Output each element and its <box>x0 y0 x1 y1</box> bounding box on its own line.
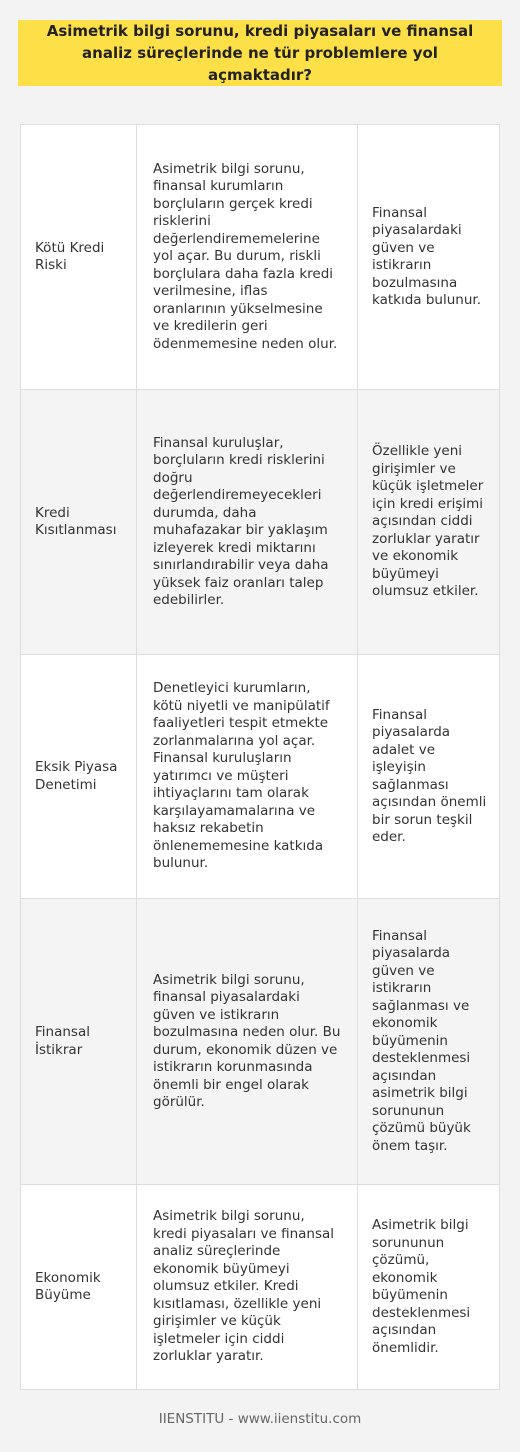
row-impact: Özellikle yeni girişimler ve küçük işletmeler için kredi erişimi açısından ciddi zorluklar yaratır ve ekonomik büyümeyi olumsuz etkiler. <box>372 443 484 600</box>
info-table <box>20 124 500 1390</box>
table-row <box>21 1185 499 1389</box>
row-topic: Kötü Kredi Riski <box>21 125 137 389</box>
row-topic: Eksik Piyasa Denetimi <box>21 655 137 898</box>
row-topic: Kredi Kısıtlanması <box>21 390 137 654</box>
table-row <box>21 655 499 899</box>
row-description: Asimetrik bilgi sorunu, finansal kurumların borçluların gerçek kredi risklerini değerlendirememelerine yol açar. Bu durum, riskli borçlulara daha fazla kredi verilmesine, iflas oranlarının yükselmesine ve kredilerin geri ödenmemesine neden olur. <box>137 125 358 389</box>
row-impact: Asimetrik bilgi sorununun çözümü, ekonomik büyümenin desteklenmesi açısından önemlidir. <box>372 1217 471 1356</box>
row-impact: Finansal piyasalarda adalet ve işleyişin sağlanması açısından önemli bir sorun teşkil eder. <box>372 706 487 845</box>
row-description: Denetleyici kurumların, kötü niyetli ve manipülatif faaliyetleri tespit etmekte zorlanmalarına yol açar. Finansal kuruluşların yatırımcı ve müşteri ihtiyaçlarını tam olarak karşılayamamalarına ve haksız rekabetin önlenememesine katkıda bulunur. <box>137 655 358 898</box>
row-impact: Finansal piyasalardaki güven ve istikrarın bozulmasına katkıda bulunur. <box>372 204 481 308</box>
table-row <box>21 125 499 390</box>
row-topic: Ekonomik Büyüme <box>21 1185 137 1389</box>
row-description: Asimetrik bilgi sorunu, kredi piyasaları ve finansal analiz süreçlerinde ekonomik büyümeyi olumsuz etkiler. Kredi kısıtlaması, özellikle yeni girişimler ve küçük işletmeler için ciddi zorluklar yaratır. <box>137 1185 358 1389</box>
title-banner <box>18 20 502 86</box>
footer-credit: IIENSTITU - www.iienstitu.com <box>158 1411 362 1427</box>
row-description: Finansal kuruluşlar, borçluların kredi risklerini doğru değerlendiremeyecekleri durumda, daha muhafazakar bir yaklaşım izleyerek kredi miktarını sınırlandırabilir veya daha yüksek faiz oranları talep edebilirler. <box>137 390 358 654</box>
row-impact: Finansal piyasalarda güven ve istikrarın sağlanması ve ekonomik büyümenin desteklenmesi açısından asimetrik bilgi sorununun çözümü büyük önem taşır. <box>372 927 471 1154</box>
page-title: Asimetrik bilgi sorunu, kredi piyasaları ve finansal analiz süreçlerinde ne tür problemlere yol açmaktadır? <box>46 22 474 84</box>
table-row <box>21 899 499 1185</box>
row-topic: Finansal İstikrar <box>21 899 137 1184</box>
row-description: Asimetrik bilgi sorunu, finansal piyasalardaki güven ve istikrarın bozulmasına neden olur. Bu durum, ekonomik düzen ve istikrarın korunmasında önemli bir engel olarak görülür. <box>137 899 358 1184</box>
table-row <box>21 390 499 655</box>
